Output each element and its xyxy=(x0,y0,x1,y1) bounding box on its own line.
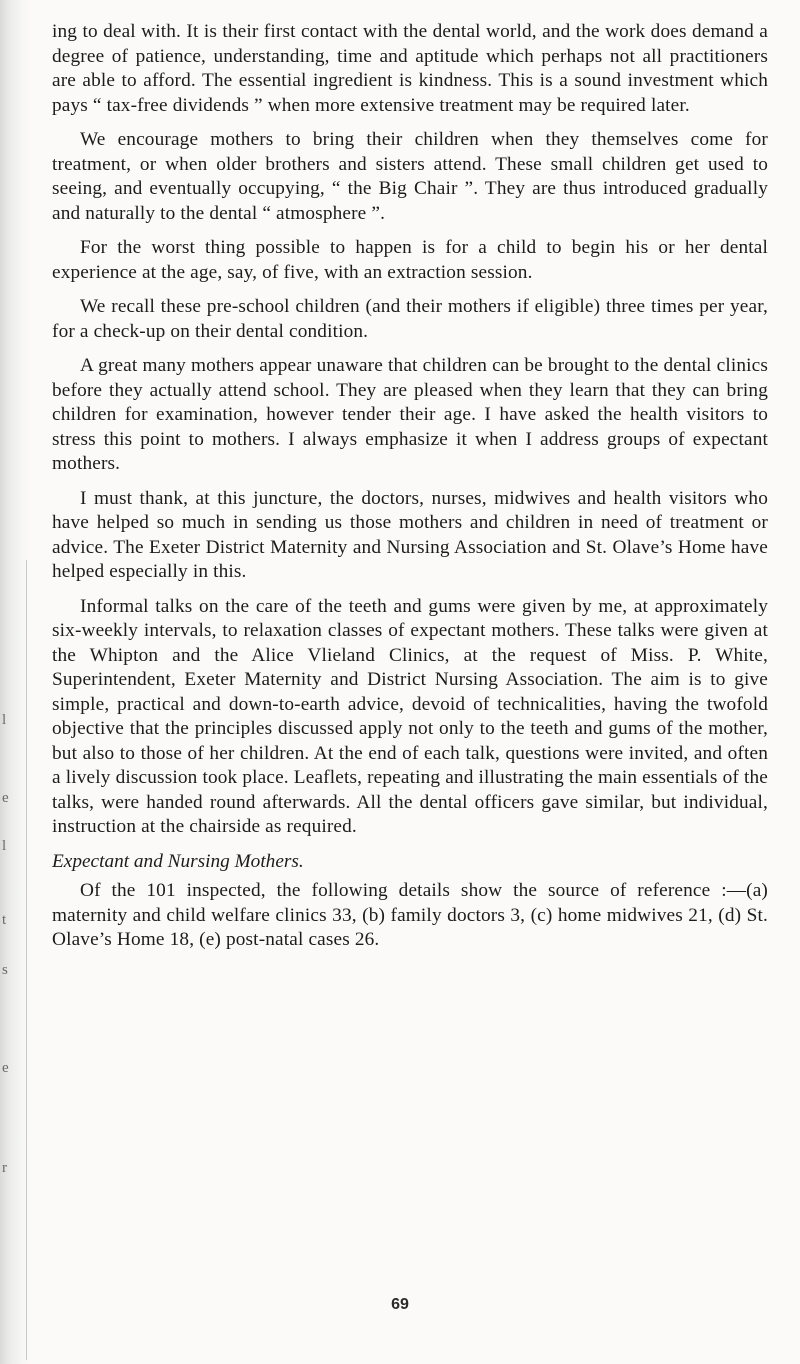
bleed-mark: e xyxy=(2,1060,9,1076)
body-paragraph: A great many mothers appear unaware that children can be brought to the dental clinics before they actually attend school. They are pleased when they learn that they can bring children for examination, however tender their age. I have asked the health visitors to stress this point to mothers. I always emphasize it when I address groups of expectant mothers. xyxy=(52,355,768,474)
bleed-mark: l xyxy=(2,712,7,728)
bleed-mark: r xyxy=(2,1160,7,1176)
binding-edge-line xyxy=(26,560,27,1360)
section-heading: Expectant and Nursing Mothers. xyxy=(52,850,304,872)
page-number: 69 xyxy=(391,1296,409,1313)
body-paragraph: I must thank, at this juncture, the doctors, nurses, midwives and health visitors who have helped so much in sending us those mothers and children in need of treatment or advice. The Exeter District Maternity and Nursing Association and St. Olave’s Home have helped especially in this. xyxy=(52,487,768,582)
section-paragraph: Of the 101 inspected, the following details show the source of reference :—(a) maternity and child welfare clinics 33, (b) family doctors 3, (c) home midwives 21, (d) St. Olave’s Home 18, (e) post-natal cases 26. xyxy=(52,880,768,950)
body-paragraph: Informal talks on the care of the teeth and gums were given by me, at approximately six-weekly intervals, to relaxation classes of expectant mothers. These talks were given at the Whipton and the Alice Vlieland Clinics, at the request of Miss. P. White, Superintendent, Exeter Maternity and District Nursing Association. The aim is to give simple, practical and down-to-earth advice, devoid of technicalities, having the twofold objective that the principles discussed apply not only to the teeth and gums of the mother, but also to those of her children. At the end of each talk, questions were invited, and often a lively discussion took place. Leaflets, repeating and illustrating the main essentials of the talks, were handed round afterwards. All the dental officers gave similar, but individual, instruction at the chairside as required. xyxy=(52,595,768,837)
bleed-mark: t xyxy=(2,912,7,928)
bleed-mark: l xyxy=(2,838,7,854)
body-paragraph: ing to deal with. It is their first contact with the dental world, and the work does demand a degree of patience, understanding, time and aptitude which perhaps not all practitioners are able to afford. The essential ingredient is kindness. This is a sound investment which pays “ tax-free dividends ” when more extensive treatment may be required later. xyxy=(52,21,768,116)
body-paragraph: For the worst thing possible to happen is for a child to begin his or her dental experience at the age, say, of five, with an extraction session. xyxy=(52,237,768,283)
body-paragraph: We recall these pre-school children (and their mothers if eligible) three times per year, for a check-up on their dental condition. xyxy=(52,296,768,342)
document-page xyxy=(52,20,768,963)
bleed-mark: s xyxy=(2,962,8,978)
bleed-mark: e xyxy=(2,790,9,806)
body-paragraph: We encourage mothers to bring their children when they themselves come for treatment, or when older brothers and sisters attend. These small children get used to seeing, and eventually occupying, “ the Big Chair ”. They are thus introduced gradually and naturally to the dental “ atmosphere ”. xyxy=(52,129,768,224)
